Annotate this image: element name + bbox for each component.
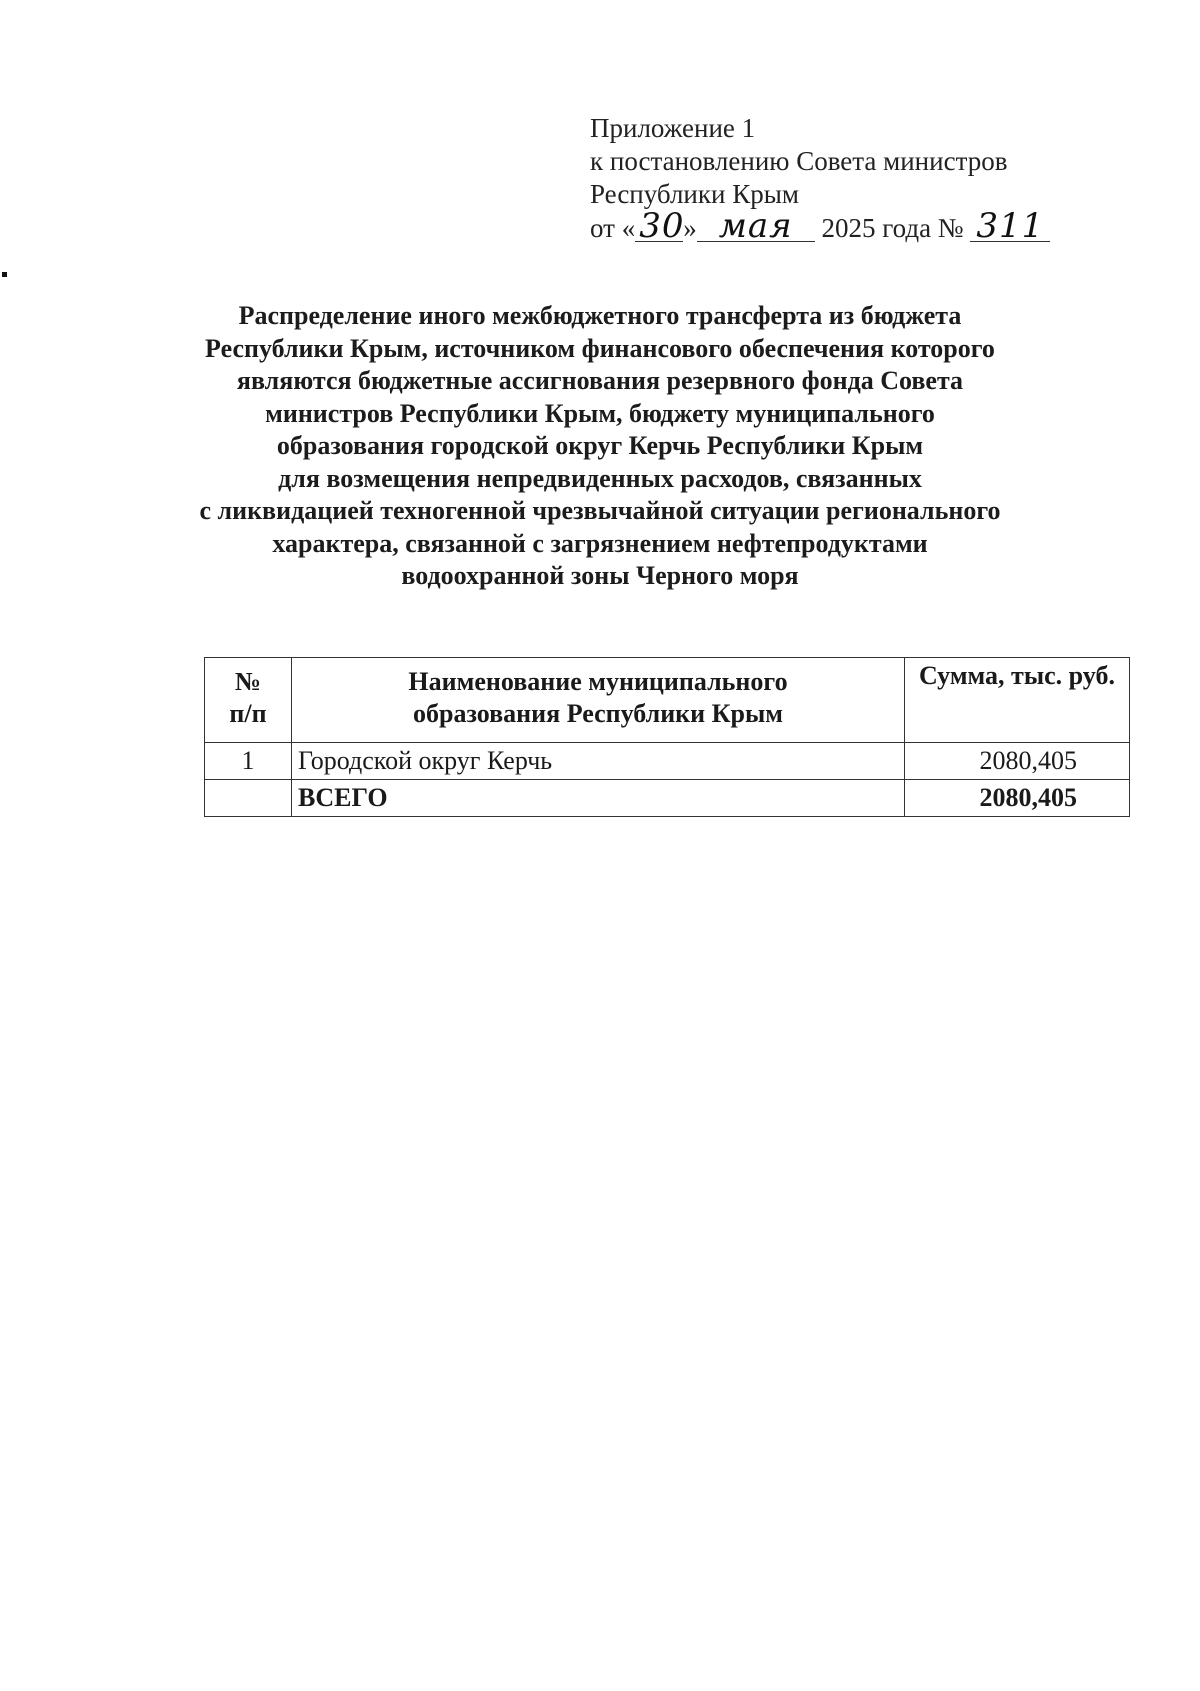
document-title [180,300,1020,593]
appendix-line-3: Республики Крым [590,179,799,209]
handwritten-number: 311 [970,211,1050,242]
header-num-line-2: п/п [229,699,267,728]
total-num [205,780,292,817]
table-header-row [205,658,1130,743]
row-name: Городской округ Керчь [292,743,905,780]
appendix-date-line [590,206,1150,246]
title-line: образования городской округ Керчь Республики Крым [276,431,924,460]
header-sum: Сумма, тыс. руб. [905,658,1130,743]
row-sum: 2080,405 [905,743,1130,780]
scan-speck [2,272,7,277]
date-quote-close: » [683,213,697,243]
title-line: Республики Крым, источником финансового обеспечения которого [205,333,995,363]
header-num-line-1: № [234,667,262,696]
appendix-line-1: Приложение 1 [590,113,756,143]
handwritten-month: мая [697,211,815,242]
header-num [205,658,292,743]
appendix-line-2: к постановлению Совета министров [590,146,1008,176]
header-name-line-2: образования Республики Крым [413,699,783,728]
title-line: характера, связанной с загрязнением нефтепродуктами [272,528,928,558]
date-year-text: 2025 года № [821,213,964,243]
header-name [292,658,905,743]
title-line: являются бюджетные ассигнования резервного фонда Совета [236,366,964,395]
title-line: министров Республики Крым, бюджету муниципального [265,398,935,428]
title-line: с ликвидацией техногенной чрезвычайной ситуации регионального [199,496,1001,525]
row-num: 1 [205,743,292,780]
handwritten-day: 30 [635,211,683,242]
header-name-line-1: Наименование муниципального [408,667,788,696]
title-line: водоохранной зоны Черного моря [401,561,799,590]
title-line: Распределение иного межбюджетного трансферта из бюджета [238,301,962,330]
title-line: для возмещения непредвиденных расходов, связанных [278,463,922,493]
total-label: ВСЕГО [292,780,905,817]
total-sum: 2080,405 [905,780,1130,817]
appendix-header [590,112,1150,245]
distribution-table [204,657,1130,817]
table-total-row [205,780,1130,817]
date-prefix: от « [590,213,636,243]
table-row [205,743,1130,780]
